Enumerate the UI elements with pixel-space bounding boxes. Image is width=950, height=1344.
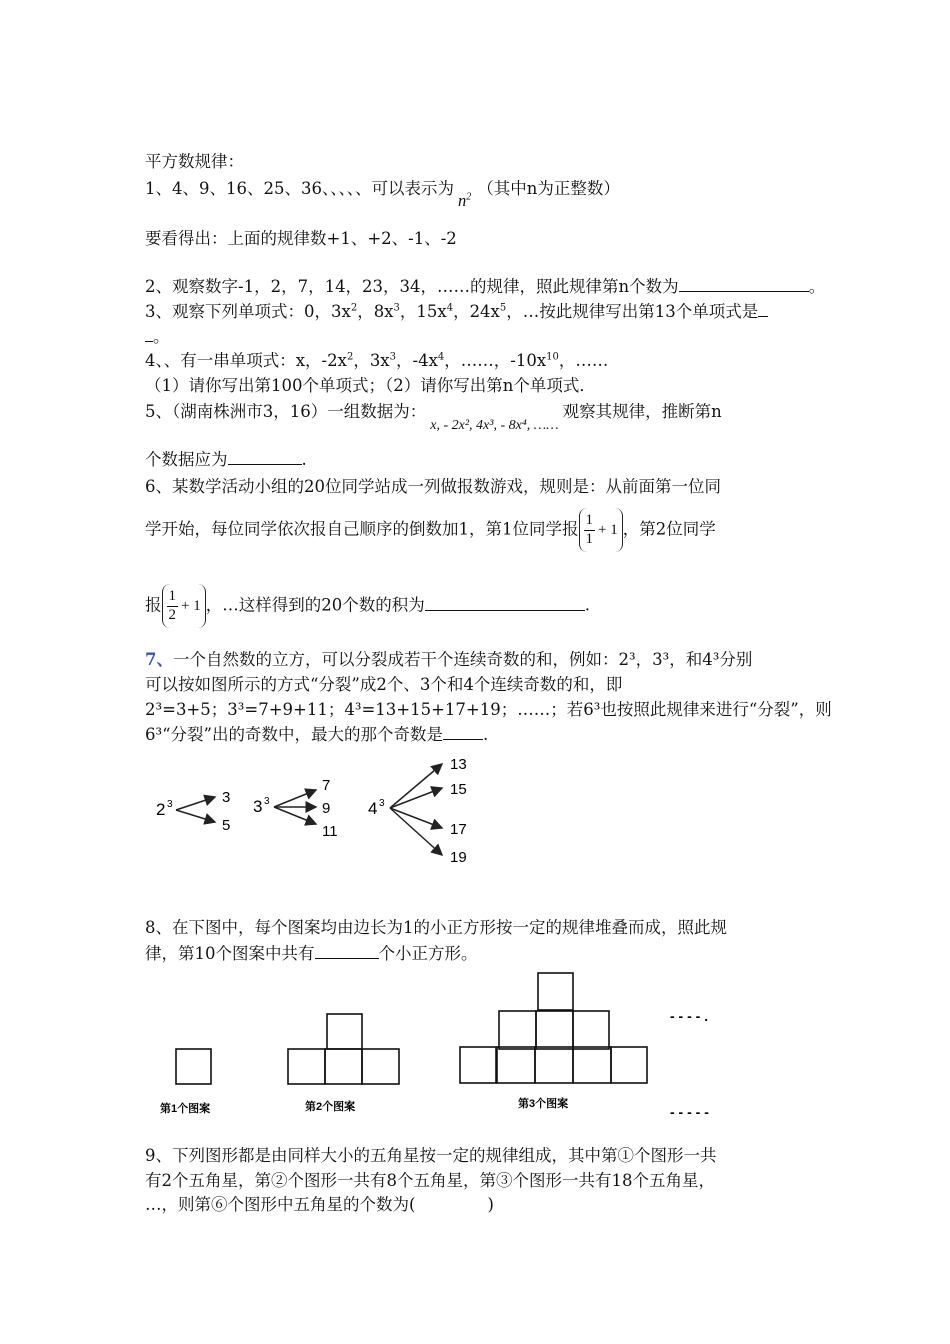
odd-13: 13: [450, 756, 467, 773]
cube-split-figure: [140, 752, 500, 870]
pattern-1-label: 第1个图案: [160, 1103, 211, 1115]
question-3-cont: [145, 327, 170, 347]
question-7-line-3: 2³=3+5；3³=7+9+11；4³=13+15+17+19；……；若6³也按照此规律来进行“分裂”，则: [145, 700, 832, 719]
q8-line-2-text: 律，第10个图案中共有: [145, 944, 315, 963]
q7-line-4-text: 6³“分裂”出的奇数中，最大的那个奇数是: [145, 725, 443, 744]
line-1-note: （其中n为正整数）: [477, 179, 620, 198]
pattern-1: [176, 1049, 211, 1084]
q7-end: .: [482, 725, 489, 744]
line-1-text: 1、4、9、16、25、36、、、、、可以表示为: [145, 179, 454, 198]
pattern-2: [288, 1014, 399, 1084]
q4-term-2: ，3x: [353, 351, 390, 370]
q6-line-3-after: ，…这样得到的20个数的积为: [205, 595, 425, 615]
q3-exp-4: 5: [499, 302, 507, 314]
question-5: [145, 402, 722, 433]
q3-answer-blank[interactable]: [758, 302, 768, 317]
q3-exp-3: 4: [446, 302, 454, 314]
q3-text: 3、观察下列单项式：0，3x: [145, 302, 351, 321]
q6-line-2-after: ，第2位同学: [622, 519, 716, 539]
q2-text: 2、观察数字-1，2，7，14，23，34，……的规律，照此规律第n个数为: [145, 277, 679, 296]
odd-15: 15: [450, 781, 467, 798]
q9-line-3-text: …，则第⑥个图形中五角星的个数为(: [145, 1195, 416, 1214]
q8-line-2-end: 个小正方形。: [378, 944, 478, 963]
q3-exp-2: 3: [393, 302, 400, 314]
q6-end: .: [584, 595, 590, 615]
q7-line-1: 一个自然数的立方，可以分裂成若干个连续奇数的和，例如：2³，3³，和4³分别: [172, 650, 753, 669]
question-7-line-1: [145, 650, 752, 670]
cube-4-base: 4: [368, 799, 378, 818]
q5-after: 观察其规律，推断第n: [562, 402, 722, 421]
n-variable: $n^2$: [457, 191, 472, 210]
odd-9: 9: [322, 800, 331, 817]
odd-17: 17: [450, 821, 467, 838]
cube-3-base: 3: [253, 797, 263, 816]
q5-formula: x, - 2x², 4x³, - 8x⁴, ……: [430, 418, 559, 433]
pattern-2-label: 第2个图案: [305, 1101, 356, 1113]
question-6-line-3: [145, 584, 590, 628]
continuation-dots-bottom: - - - - -: [670, 1104, 709, 1120]
question-7-line-2: 可以按如图所示的方式“分裂”成2个、3个和4个连续奇数的和，即: [145, 675, 623, 694]
q6-line-3-text: 报: [145, 595, 162, 615]
cube-4-group: [368, 756, 467, 866]
odd-5: 5: [222, 817, 231, 834]
q3-term-3: ，15x: [399, 302, 447, 321]
q4-text: 4、、有一串单项式：x，-2x: [145, 351, 347, 370]
q4-tail: ，……: [558, 351, 609, 370]
cube-2-base: 2: [156, 800, 166, 819]
q3-tail: ，…按此规律写出第13个单项式是: [506, 302, 759, 321]
question-6-line-2: [145, 508, 716, 552]
q3-term-2: ，8x: [357, 302, 394, 321]
pattern-3-label: 第3个图案: [518, 1098, 569, 1110]
question-9-line-2: 有2个五角星，第②个图形一共有8个五角星，第③个图形一共有18个五角星，: [145, 1171, 715, 1190]
odd-3: 3: [222, 789, 231, 806]
square-patterns-figure: [140, 965, 760, 1125]
continuation-dots-top: - - - - .: [670, 1008, 709, 1024]
q4-exp-4: 10: [546, 351, 559, 363]
odd-7: 7: [322, 777, 331, 794]
q5-end: .: [301, 450, 307, 469]
q4-exp-3: 4: [437, 351, 445, 363]
q3-exp-1: 2: [350, 302, 358, 314]
cube-3-group: [253, 777, 338, 840]
question-6-line-1: 6、某数学活动小组的20位同学站成一列做报数游戏，规则是：从前面第一位同: [145, 477, 721, 496]
cube-3-exp: 3: [264, 796, 270, 807]
question-3: [145, 302, 768, 322]
pattern-3: [460, 973, 647, 1083]
line-2: 要看得出：上面的规律数+1、+2、-1、-2: [145, 229, 457, 248]
q7-number: 7、: [145, 650, 173, 669]
question-4: [145, 351, 608, 371]
q4-exp-2: 3: [389, 351, 396, 363]
q3-answer-blank-2[interactable]: [145, 327, 153, 342]
q6-answer-blank[interactable]: [425, 596, 585, 611]
q6-expression-2: $\frac{1}{2}$ + 1: [162, 584, 206, 628]
q3-end: 。: [153, 327, 170, 346]
q2-end: 。: [808, 277, 826, 296]
question-8-line-1: 8、在下图中，每个图案均由边长为1的小正方形按一定的规律堆叠而成，照此规: [145, 918, 727, 937]
question-5-cont: [145, 450, 307, 470]
q3-term-4: ，24x: [453, 302, 500, 321]
question-9-line-1: 9、下列图形都是由同样大小的五角星按一定的规律组成，其中第①个图形一共: [145, 1146, 717, 1165]
question-9-line-3: [145, 1195, 494, 1215]
q2-answer-blank[interactable]: [679, 277, 809, 292]
q6-expression-1: $\frac{1}{1}$ + 1: [579, 508, 623, 552]
q9-end: ): [487, 1195, 494, 1214]
q5-text: 5、（湖南株洲市3，16）一组数据为：: [145, 402, 427, 421]
cube-2-exp: 3: [167, 799, 173, 810]
cube-4-exp: 3: [379, 798, 385, 809]
q8-answer-blank[interactable]: [315, 944, 379, 959]
line-1: [145, 179, 620, 210]
q4-term-3: ，-4x: [396, 351, 438, 370]
q4-term-4: ，……，-10x: [444, 351, 547, 370]
q4-exp-1: 2: [346, 351, 354, 363]
question-7-line-4: [145, 725, 488, 745]
q5-answer-blank[interactable]: [228, 450, 302, 465]
q6-line-2-text: 学开始，每位同学依次报自己顺序的倒数加1，第1位同学报: [145, 519, 579, 539]
q5-cont-text: 个数据应为: [145, 450, 228, 469]
odd-19: 19: [450, 849, 467, 866]
question-2: [145, 277, 825, 297]
question-8-line-2: [145, 944, 478, 964]
odd-11: 11: [322, 823, 338, 840]
q7-answer-blank[interactable]: [443, 725, 483, 740]
section-heading: 平方数规律：: [145, 152, 244, 171]
question-4-sub: （1）请你写出第100个单项式；（2）请你写出第n个单项式．: [145, 376, 596, 395]
cube-2-group: [156, 789, 230, 834]
